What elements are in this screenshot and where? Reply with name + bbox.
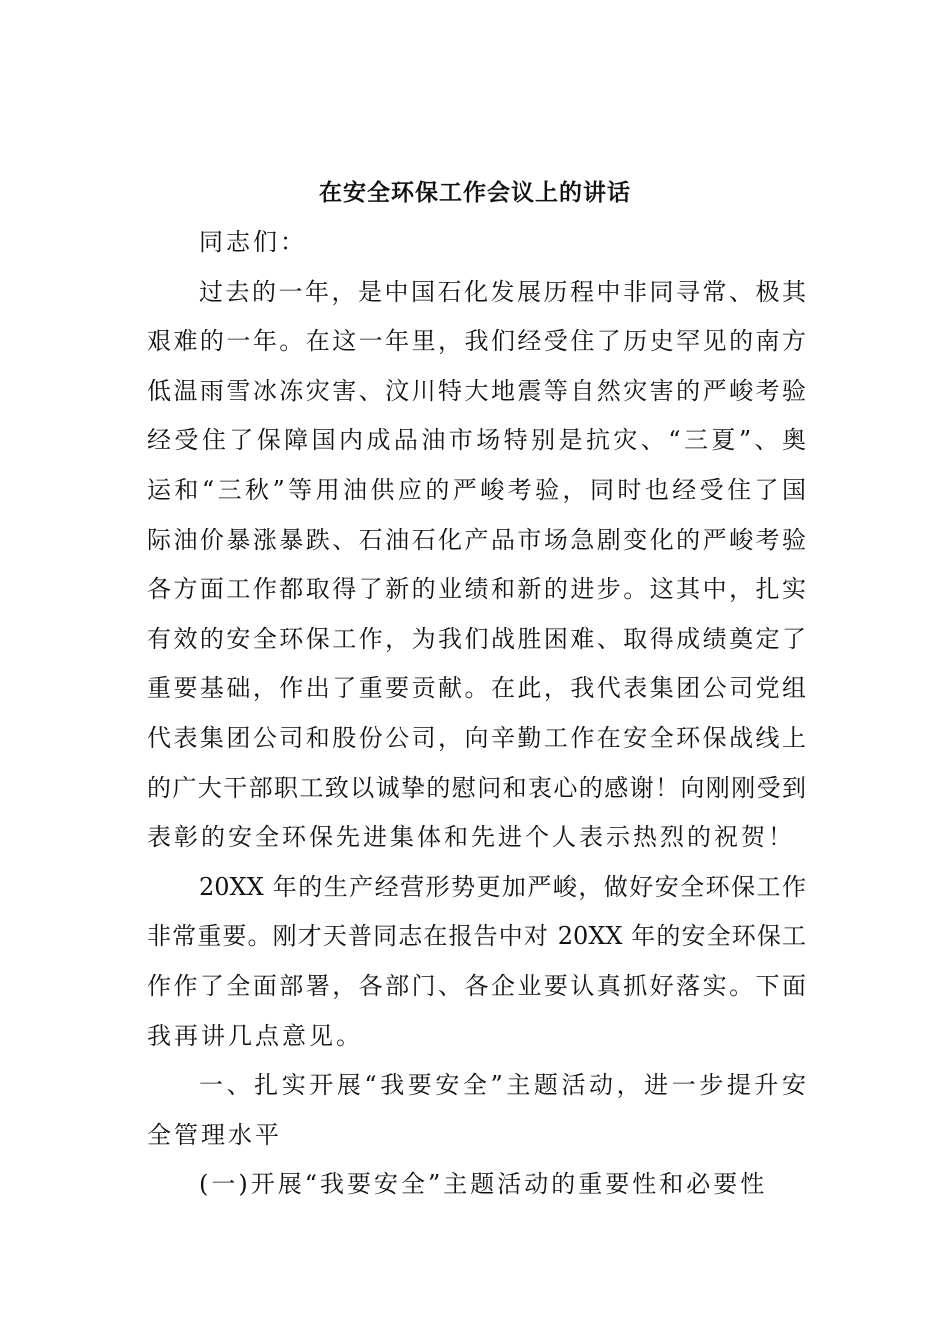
paragraph xyxy=(147,863,806,1061)
paragraph xyxy=(147,1160,806,1210)
paragraph-line: 全管理水平 xyxy=(147,1120,282,1149)
paragraph xyxy=(147,218,806,268)
paragraph-line: 非常重要。刚才天普同志在报告中对 20XX 年的安全环保工 xyxy=(147,922,806,951)
paragraph-line: 我再讲几点意见。 xyxy=(147,1021,363,1050)
document-body xyxy=(147,218,806,1210)
paragraph-line: 重要基础，作出了重要贡献。在此，我代表集团公司党组 xyxy=(147,674,806,703)
paragraph-line: 20XX 年的生产经营形势更加严峻，做好安全环保工作 xyxy=(199,872,806,901)
paragraph-line: 代表集团公司和股份公司，向辛勤工作在安全环保战线上 xyxy=(147,723,806,752)
paragraph-line: 的广大干部职工致以诚挚的慰问和衷心的感谢！向刚刚受到 xyxy=(147,773,806,802)
paragraph-line: 艰难的一年。在这一年里，我们经受住了历史罕见的南方 xyxy=(147,327,806,356)
paragraph-line: 同志们： xyxy=(199,228,307,256)
paragraph-line: 各方面工作都取得了新的业绩和新的进步。这其中，扎实 xyxy=(147,575,806,604)
paragraph-line: 一、扎实开展“我要安全”主题活动，进一步提升安 xyxy=(199,1071,806,1100)
paragraph-line: 际油价暴涨暴跌、石油石化产品市场急剧变化的严峻考验 xyxy=(147,525,806,554)
paragraph-line: 表彰的安全环保先进集体和先进个人表示热烈的祝贺！ xyxy=(147,823,795,852)
paragraph xyxy=(147,268,806,863)
paragraph xyxy=(147,1061,806,1160)
paragraph-line: 有效的安全环保工作，为我们战胜困难、取得成绩奠定了 xyxy=(147,624,806,653)
paragraph-line: 过去的一年，是中国石化发展历程中非同寻常、极其 xyxy=(199,277,806,306)
paragraph-line: (一)开展“我要安全”主题活动的重要性和必要性 xyxy=(199,1170,768,1199)
paragraph-line: 经受住了保障国内成品油市场特别是抗灾、“三夏”、奥 xyxy=(147,426,806,455)
paragraph-line: 运和“三秋”等用油供应的严峻考验，同时也经受住了国 xyxy=(147,475,806,504)
paragraph-line: 低温雨雪冰冻灾害、汶川特大地震等自然灾害的严峻考验 xyxy=(147,376,806,405)
document-title: 在安全环保工作会议上的讲话 xyxy=(319,179,631,206)
paragraph-line: 作作了全面部署，各部门、各企业要认真抓好落实。下面 xyxy=(147,971,806,1000)
